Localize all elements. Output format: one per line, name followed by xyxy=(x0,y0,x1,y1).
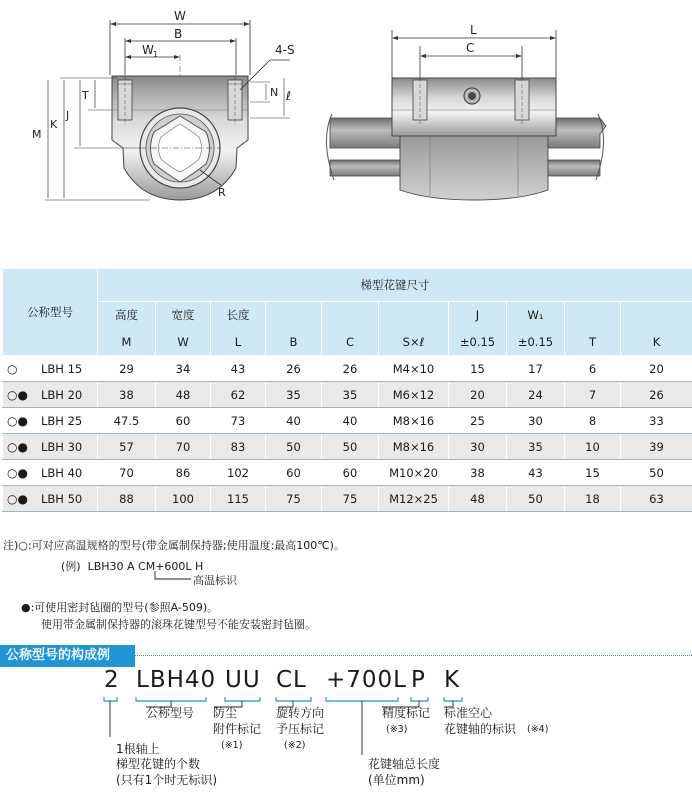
note-seal: ●:可使用密封毡圈的型号(参照A-509)。 xyxy=(21,601,219,614)
value-cell: 40 xyxy=(266,408,322,434)
code-qty: 2 xyxy=(104,667,120,693)
label-count-2: 梯型花键的个数 xyxy=(116,757,201,771)
model-cell xyxy=(3,460,98,486)
col-header-bottom: T xyxy=(565,329,621,356)
model-symbols: ○ xyxy=(7,361,18,376)
value-cell: 100 xyxy=(156,486,211,512)
label-precision: 精度标记 xyxy=(382,706,431,720)
value-cell: 88 xyxy=(98,486,156,512)
col-header-top: 长度 xyxy=(211,302,266,329)
svg-text:1: 1 xyxy=(153,50,159,59)
value-cell: 30 xyxy=(507,408,565,434)
svg-text:W: W xyxy=(142,43,154,57)
code-seal: UU xyxy=(225,667,261,693)
label-dust-1: 防尘 xyxy=(213,706,238,720)
model-name: LBH 50 xyxy=(41,491,83,506)
value-cell: 60 xyxy=(266,460,322,486)
technical-drawing xyxy=(0,0,692,262)
svg-text:M: M xyxy=(32,128,42,141)
model-header: 公称型号 xyxy=(3,269,98,356)
col-header-bottom: L xyxy=(211,329,266,356)
value-cell: 75 xyxy=(266,486,322,512)
value-cell: 15 xyxy=(565,460,621,486)
model-cell xyxy=(3,356,98,382)
value-cell: 29 xyxy=(98,356,156,382)
spec-table xyxy=(2,268,692,512)
model-name: LBH 20 xyxy=(41,387,83,402)
table-row xyxy=(3,408,692,434)
value-cell: 34 xyxy=(156,356,211,382)
svg-text:ℓ: ℓ xyxy=(286,89,291,103)
value-cell: 17 xyxy=(507,356,565,382)
value-cell: 26 xyxy=(322,356,379,382)
model-cell xyxy=(3,382,98,408)
section-rule xyxy=(135,655,692,657)
value-cell: 39 xyxy=(621,434,692,460)
value-cell: 10 xyxy=(565,434,621,460)
value-cell: 30 xyxy=(449,434,507,460)
side-view xyxy=(326,23,606,200)
label-length-1: 花键轴总长度 xyxy=(368,757,441,771)
col-header-top xyxy=(565,302,621,329)
model-name: LBH 25 xyxy=(41,413,83,428)
col-header-bottom: C xyxy=(322,329,379,356)
table-row xyxy=(3,486,692,512)
value-cell: 26 xyxy=(621,382,692,408)
value-cell: 20 xyxy=(621,356,692,382)
value-cell: 35 xyxy=(266,382,322,408)
value-cell: M12×25 xyxy=(379,486,449,512)
svg-text:C: C xyxy=(466,41,475,55)
group-header: 梯型花键尺寸 xyxy=(98,269,692,302)
label-rot-note: (※2) xyxy=(284,740,306,751)
col-header-bottom: S×ℓ xyxy=(379,329,449,356)
model-symbols: ○● xyxy=(7,439,28,454)
col-header-bottom: K xyxy=(621,329,692,356)
note-example-label: 高温标识 xyxy=(193,574,237,587)
label-hollow-2: 花键轴的标识 xyxy=(444,722,517,736)
col-header-top: 宽度 xyxy=(156,302,211,329)
svg-text:R: R xyxy=(218,186,226,199)
svg-text:J: J xyxy=(66,109,70,122)
col-header-bottom: ±0.15 xyxy=(507,329,565,356)
col-header-top: W₁ xyxy=(507,302,565,329)
value-cell: 7 xyxy=(565,382,621,408)
label-length-2: (单位mm) xyxy=(368,773,425,787)
code-hollow: K xyxy=(444,667,461,693)
value-cell: 15 xyxy=(449,356,507,382)
example-leader xyxy=(151,571,191,585)
svg-text:W: W xyxy=(174,9,186,23)
svg-text:L: L xyxy=(470,23,477,37)
svg-text:4-S: 4-S xyxy=(275,43,295,57)
col-header-bottom: M xyxy=(98,329,156,356)
value-cell: 38 xyxy=(449,460,507,486)
value-cell: 43 xyxy=(211,356,266,382)
svg-text:B: B xyxy=(174,27,183,41)
table-row xyxy=(3,460,692,486)
value-cell: 8 xyxy=(565,408,621,434)
label-dust-note: (※1) xyxy=(221,740,243,751)
front-view xyxy=(32,9,295,200)
model-name: LBH 30 xyxy=(41,439,83,454)
code-precision: P xyxy=(411,667,426,693)
section-header xyxy=(0,645,692,667)
col-header-top xyxy=(266,302,322,329)
value-cell: 115 xyxy=(211,486,266,512)
value-cell: 47.5 xyxy=(98,408,156,434)
col-header-top xyxy=(322,302,379,329)
code-model: LBH40 xyxy=(136,667,217,693)
table-row xyxy=(3,356,692,382)
svg-text:K: K xyxy=(50,118,58,131)
model-cell xyxy=(3,408,98,434)
label-dust-2: 附件标记 xyxy=(213,722,262,736)
code-length: +700L xyxy=(326,667,407,693)
label-count-1: 1根轴上 xyxy=(116,742,160,756)
code-preload: CL xyxy=(276,667,307,693)
col-header-top: J xyxy=(449,302,507,329)
label-hollow-note: (※4) xyxy=(527,724,549,735)
value-cell: 24 xyxy=(507,382,565,408)
note-seal-detail: 使用带金属制保持器的滚珠花键型号不能安装密封毡圈。 xyxy=(41,618,316,631)
col-header-top xyxy=(621,302,692,329)
note-example-code: (例) LBH30 A CM+600L H xyxy=(61,560,204,573)
label-model: 公称型号 xyxy=(146,706,195,720)
value-cell: M8×16 xyxy=(379,434,449,460)
col-header-top xyxy=(379,302,449,329)
col-header-bottom: B xyxy=(266,329,322,356)
col-header-top: 高度 xyxy=(98,302,156,329)
value-cell: M8×16 xyxy=(379,408,449,434)
table-row xyxy=(3,382,692,408)
value-cell: 70 xyxy=(156,434,211,460)
label-hollow-1: 标准空心 xyxy=(444,706,493,720)
model-symbols: ○● xyxy=(7,491,28,506)
col-header-bottom: ±0.15 xyxy=(449,329,507,356)
value-cell: 86 xyxy=(156,460,211,486)
label-precision-note: (※3) xyxy=(386,724,408,735)
value-cell: 60 xyxy=(322,460,379,486)
value-cell: 50 xyxy=(322,434,379,460)
example-leaders xyxy=(0,667,692,795)
value-cell: 48 xyxy=(156,382,211,408)
model-symbols: ○● xyxy=(7,387,28,402)
value-cell: 75 xyxy=(322,486,379,512)
svg-text:T: T xyxy=(82,89,89,102)
value-cell: 40 xyxy=(322,408,379,434)
value-cell: M6×12 xyxy=(379,382,449,408)
value-cell: 57 xyxy=(98,434,156,460)
value-cell: 73 xyxy=(211,408,266,434)
model-symbols: ○● xyxy=(7,465,28,480)
label-count-3: (只有1个时无标识) xyxy=(116,773,217,787)
value-cell: 35 xyxy=(322,382,379,408)
value-cell: 20 xyxy=(449,382,507,408)
value-cell: 35 xyxy=(507,434,565,460)
model-symbols: ○● xyxy=(7,413,28,428)
svg-text:N: N xyxy=(270,86,279,99)
note-high-temp: 注)○:可对应高温规格的型号(带金属制保持器;使用温度:最高100℃)。 xyxy=(3,539,345,552)
value-cell: 50 xyxy=(621,460,692,486)
model-name: LBH 15 xyxy=(41,361,83,376)
value-cell: M4×10 xyxy=(379,356,449,382)
value-cell: 33 xyxy=(621,408,692,434)
model-code-example xyxy=(0,667,692,795)
value-cell: 38 xyxy=(98,382,156,408)
value-cell: 63 xyxy=(621,486,692,512)
model-cell xyxy=(3,486,98,512)
value-cell: 25 xyxy=(449,408,507,434)
value-cell: 102 xyxy=(211,460,266,486)
label-rot-2: 予压标记 xyxy=(276,722,325,736)
model-name: LBH 40 xyxy=(41,465,83,480)
value-cell: 26 xyxy=(266,356,322,382)
table-row xyxy=(3,434,692,460)
value-cell: 60 xyxy=(156,408,211,434)
value-cell: 6 xyxy=(565,356,621,382)
value-cell: 43 xyxy=(507,460,565,486)
value-cell: 62 xyxy=(211,382,266,408)
model-cell xyxy=(3,434,98,460)
label-rot-1: 旋转方向 xyxy=(276,706,325,720)
value-cell: 48 xyxy=(449,486,507,512)
col-header-bottom: W xyxy=(156,329,211,356)
value-cell: 50 xyxy=(507,486,565,512)
value-cell: 70 xyxy=(98,460,156,486)
section-title: 公称型号的构成例 xyxy=(0,645,135,667)
value-cell: M10×20 xyxy=(379,460,449,486)
value-cell: 50 xyxy=(266,434,322,460)
value-cell: 18 xyxy=(565,486,621,512)
value-cell: 83 xyxy=(211,434,266,460)
